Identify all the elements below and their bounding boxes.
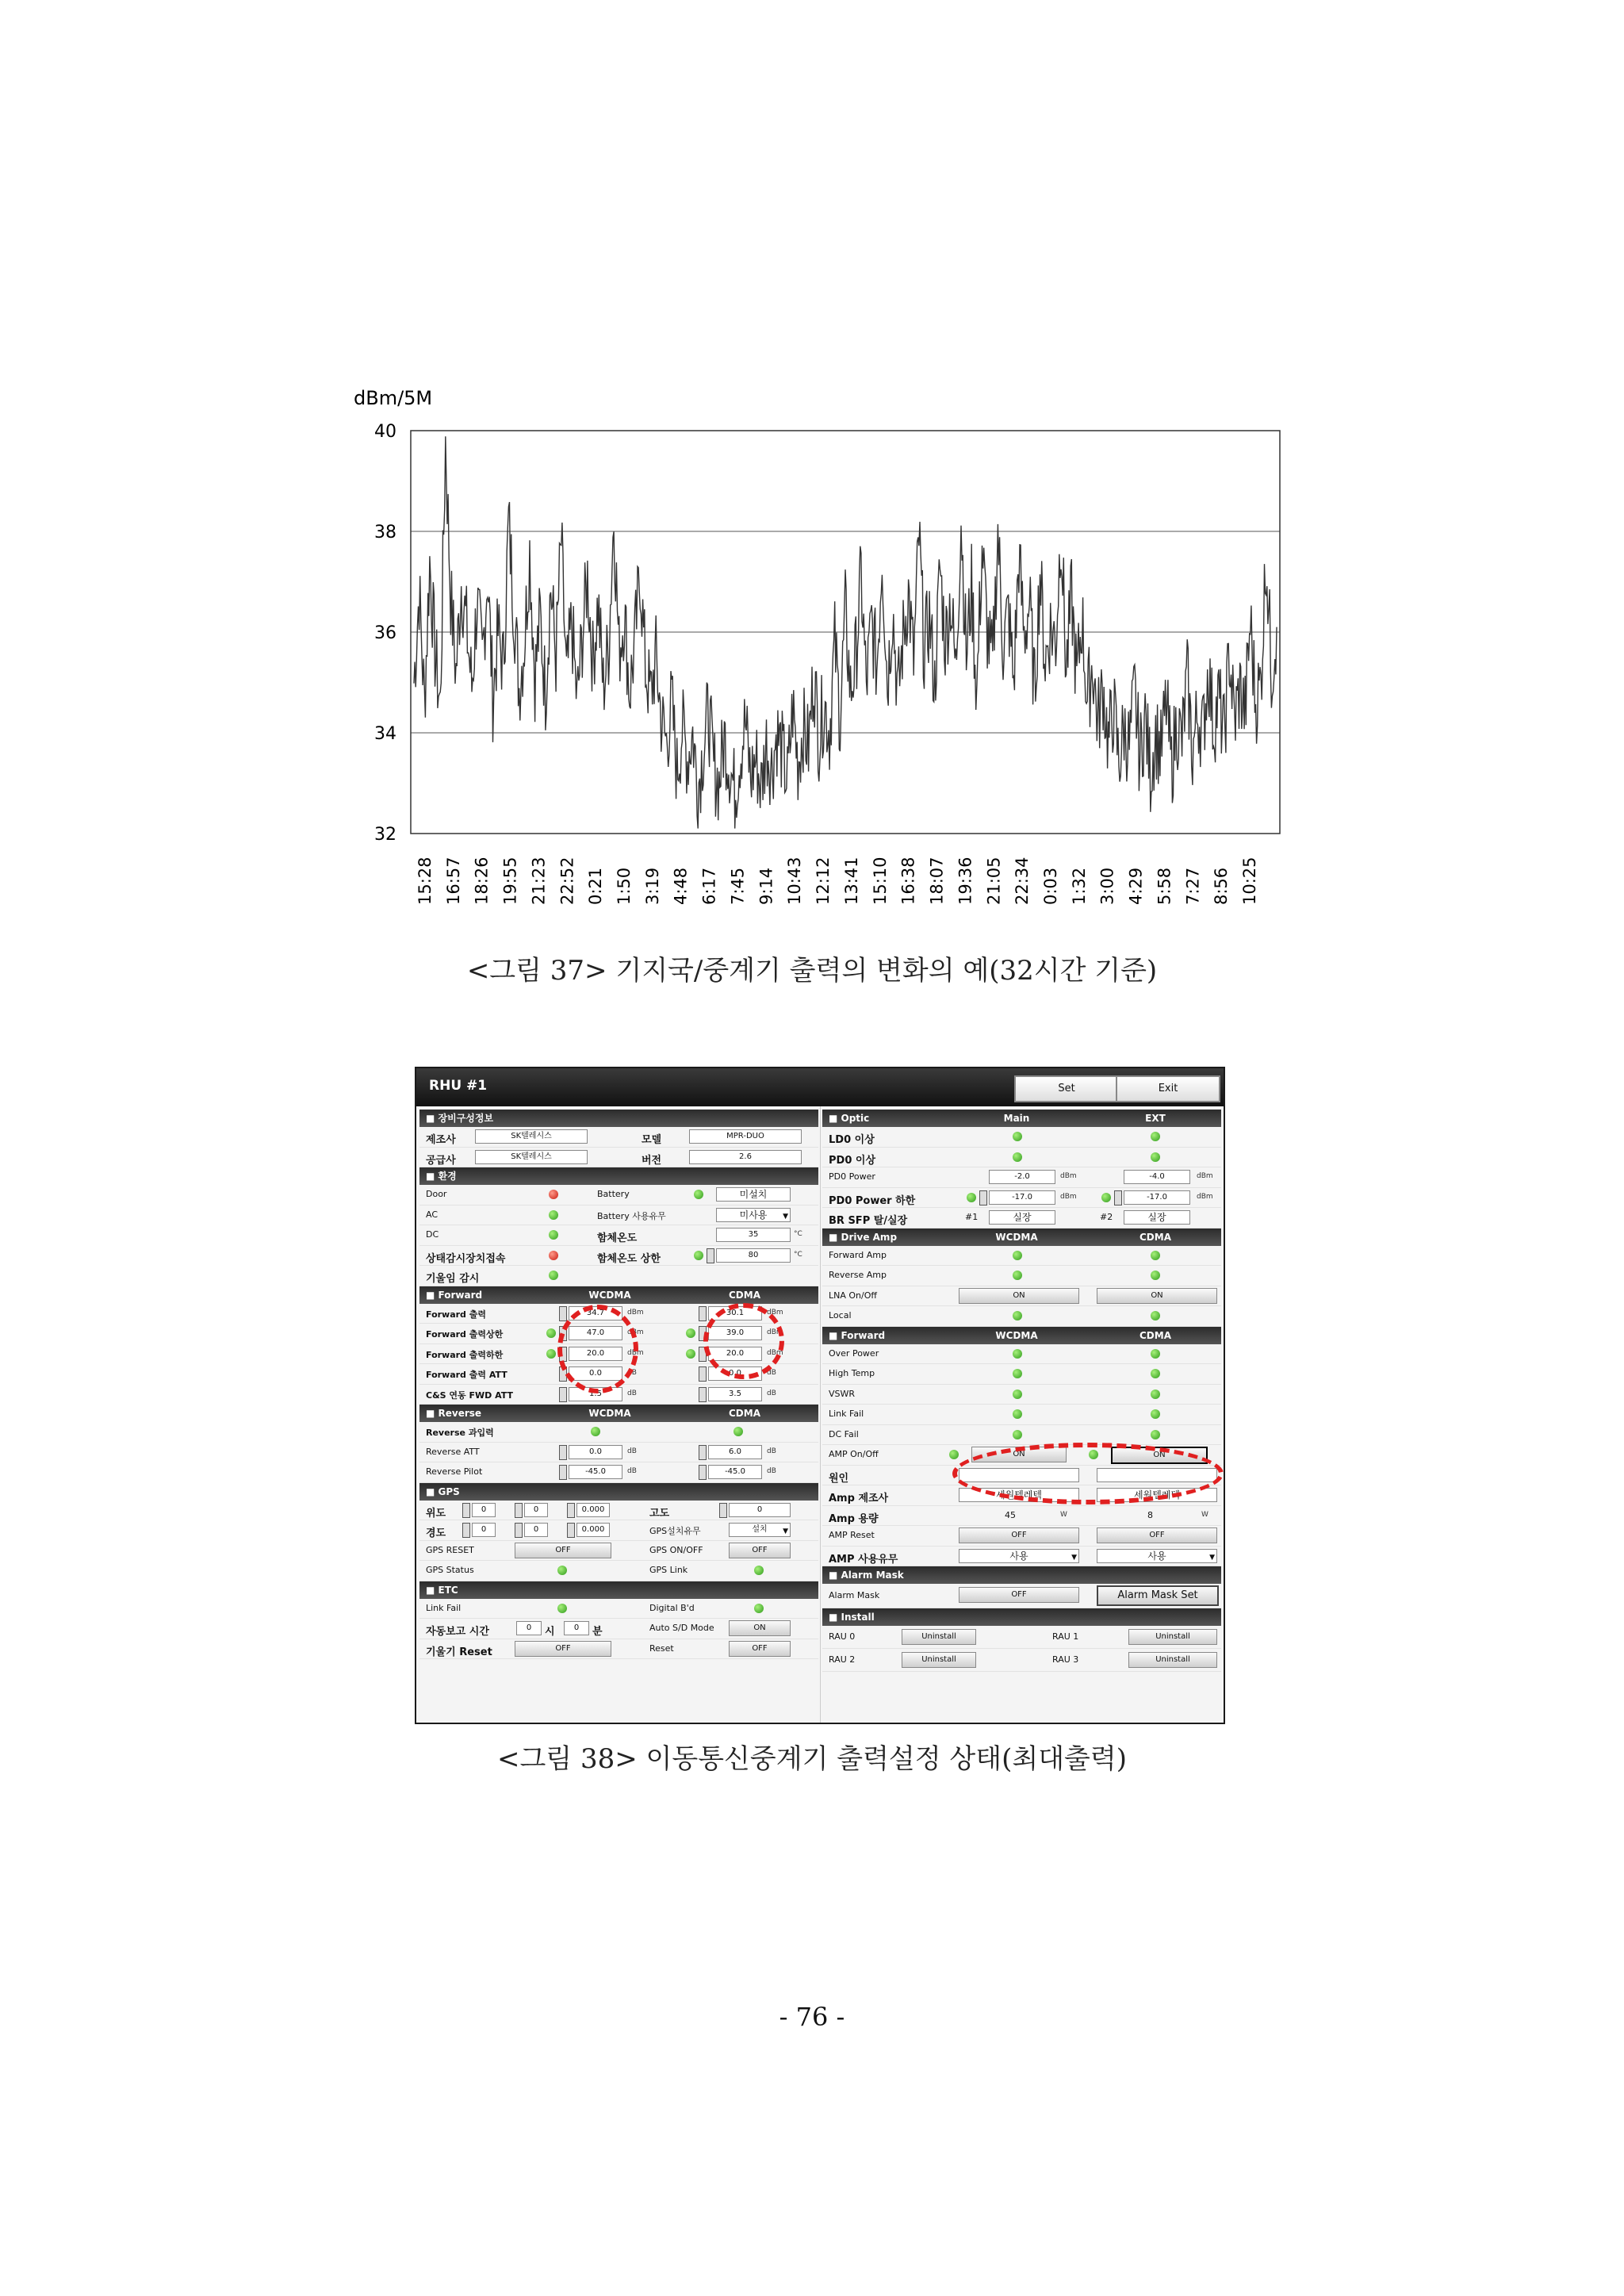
amp-onoff-w-button[interactable]: ON	[971, 1447, 1067, 1462]
x-tick-label: 9:14	[756, 867, 776, 905]
min-unit: 분	[592, 1626, 603, 1638]
amp-onoff-w-led	[949, 1450, 959, 1459]
rev-c-unit: dB	[767, 1447, 776, 1455]
x-tick-label: 4:29	[1126, 867, 1146, 905]
ld0-label: LD0 이상	[829, 1134, 875, 1146]
high-temp-w-led	[1013, 1369, 1022, 1378]
alarm-mask-label: Alarm Mask	[829, 1590, 880, 1600]
rau2-uninstall-button[interactable]: Uninstall	[902, 1652, 976, 1668]
lon-sec[interactable]: 0.000	[576, 1523, 610, 1537]
amp-use-label: AMP 사용유무	[829, 1553, 898, 1566]
amp-reset-w-button[interactable]: OFF	[959, 1527, 1079, 1543]
unit: W	[1060, 1510, 1067, 1519]
alarm-mask-set-button[interactable]: Alarm Mask Set	[1097, 1585, 1219, 1606]
battery-field[interactable]: 미설치	[716, 1187, 791, 1202]
model-field[interactable]: MPR-DUO	[689, 1129, 802, 1144]
rev-w-unit: dB	[627, 1467, 637, 1475]
x-tick-label: 6:17	[699, 867, 719, 905]
vswr-c-led	[1151, 1389, 1160, 1399]
amp-cap-label: Amp 용량	[829, 1512, 879, 1525]
over-power-c-led	[1151, 1349, 1160, 1359]
fan-label: 기울임 감시	[426, 1273, 480, 1285]
dc-fail-c-led	[1151, 1430, 1160, 1439]
supplier-label: 공급사	[426, 1154, 456, 1167]
temp-label: 함체온도	[597, 1232, 638, 1244]
fwd-c-unit: dBm	[767, 1308, 783, 1317]
drive-amp-section-header: ■ Drive Amp WCDMA CDMA	[822, 1228, 1221, 1246]
door-label: Door	[426, 1189, 447, 1199]
x-tick-label: 0:21	[586, 867, 606, 905]
rhu-title: RHU #1	[429, 1078, 488, 1094]
x-tick-label: 22:52	[557, 857, 577, 905]
amp-reset-c-button[interactable]: OFF	[1097, 1527, 1217, 1543]
x-tick-label: 7:45	[728, 867, 748, 905]
lon-min[interactable]: 0	[524, 1523, 548, 1537]
local-label: Local	[829, 1310, 852, 1320]
column-divider	[820, 1106, 821, 1724]
chevron-down-icon: ▼	[1071, 1553, 1077, 1562]
x-tick-label: 16:38	[898, 857, 918, 905]
fwd-row-label: C&S 연동 FWD ATT	[426, 1389, 514, 1401]
x-tick-label: 15:28	[415, 857, 435, 905]
sfp-label: BR SFP 탈/실장	[829, 1215, 908, 1227]
rev-amp-w-led	[1013, 1271, 1022, 1280]
local-c-led	[1151, 1311, 1160, 1320]
fwd-c-field[interactable]: 20.0	[708, 1347, 762, 1361]
exit-button[interactable]: Exit	[1116, 1075, 1220, 1102]
pd0-power-main: -2.0	[989, 1170, 1055, 1184]
gps-status-led	[557, 1566, 567, 1575]
alt-field[interactable]: 0	[729, 1503, 791, 1517]
temp-limit-unit: °C	[794, 1250, 802, 1259]
rau0-label: RAU 0	[829, 1631, 856, 1642]
gps-link-led	[754, 1566, 764, 1575]
fwd-c-field[interactable]: 30.1	[708, 1306, 762, 1320]
amp-maker-label: Amp 제조사	[829, 1493, 889, 1504]
y-tick-label: 40	[374, 422, 396, 442]
gps-section-header: ■ GPS	[419, 1483, 818, 1501]
x-tick-label: 21:23	[529, 857, 549, 905]
fwd-w-field[interactable]: 20.0	[569, 1347, 622, 1361]
rev-row	[419, 1462, 818, 1483]
amp-use-c-select[interactable]: 사용 ▼	[1097, 1549, 1217, 1563]
unit: dBm	[1197, 1192, 1213, 1201]
gps-link-label: GPS Link	[649, 1565, 688, 1575]
x-tick-label: 8:56	[1212, 867, 1231, 905]
ld0-ext-led	[1151, 1132, 1160, 1141]
tilt-reset-button[interactable]: OFF	[515, 1641, 611, 1657]
gps-reset-label: GPS RESET	[426, 1544, 474, 1555]
rev-w-spinner[interactable]	[559, 1445, 567, 1460]
digital-bd-led	[754, 1604, 764, 1613]
temp-limit-field[interactable]: 80	[716, 1248, 791, 1263]
fwd-c-unit: dB	[767, 1369, 776, 1377]
pd0-main-led	[1013, 1152, 1022, 1162]
rau0-uninstall-button[interactable]: Uninstall	[902, 1629, 976, 1645]
version-field[interactable]: 2.6	[689, 1150, 802, 1164]
pd0-low-ext-spinner[interactable]	[1114, 1190, 1122, 1205]
fwd-row-label: Forward 출력상한	[426, 1329, 504, 1340]
link-fail-label: Link Fail	[426, 1602, 462, 1613]
high-temp-c-led	[1151, 1369, 1160, 1378]
x-tick-label: 22:34	[1013, 857, 1032, 905]
unit: dBm	[1197, 1172, 1213, 1180]
high-temp-label: High Temp	[829, 1368, 875, 1378]
gps-install-select[interactable]: 설치 ▼	[729, 1523, 791, 1537]
pd0-ext-led	[1151, 1152, 1160, 1162]
dc-fail-w-led	[1013, 1430, 1022, 1439]
x-tick-label: 3:00	[1097, 867, 1117, 905]
reset-label: Reset	[649, 1642, 674, 1654]
gps-onoff-button[interactable]: OFF	[729, 1543, 791, 1558]
supplier-field[interactable]: SK텔레시스	[475, 1150, 588, 1164]
rev-amp-label: Reverse Amp	[829, 1270, 887, 1280]
x-tick-label: 13:41	[841, 857, 861, 905]
forward-section-header: ■ Forward WCDMA CDMA	[419, 1286, 818, 1304]
unit: W	[1201, 1510, 1208, 1519]
fwd-c-led	[686, 1328, 695, 1338]
x-tick-label: 12:12	[814, 857, 833, 905]
amp-maker-w: 세원텔레텍	[959, 1488, 1079, 1502]
dc-fail-label: DC Fail	[829, 1428, 859, 1439]
y-tick-label: 32	[374, 825, 396, 845]
fwd-w-led	[546, 1349, 556, 1359]
pd0-low-ext[interactable]: -17.0	[1124, 1190, 1190, 1205]
auto-report-label: 자동보고 시간	[426, 1626, 489, 1638]
fwd-amp-w-led	[1013, 1251, 1022, 1260]
temp-field: 35	[716, 1228, 791, 1242]
fwd-w-field[interactable]: 34.7	[569, 1306, 622, 1320]
env-section-header: ■ 환경	[419, 1167, 818, 1185]
fwd-c-field[interactable]: 0.0	[708, 1366, 762, 1381]
rev-row-label: Reverse ATT	[426, 1446, 480, 1457]
fwd-w-spinner[interactable]	[559, 1306, 567, 1321]
pd0-low-label: PD0 Power 하한	[829, 1194, 916, 1207]
x-tick-label: 3:19	[642, 867, 662, 905]
output-line-chart	[0, 0, 1624, 936]
rev-w-field[interactable]: 0.0	[569, 1445, 622, 1459]
lon-min-spinner[interactable]	[515, 1523, 523, 1538]
reverse-section-header: ■ Reverse WCDMA CDMA	[419, 1405, 818, 1422]
alarm-mask-button[interactable]: OFF	[959, 1587, 1079, 1603]
chevron-down-icon: ▼	[783, 1527, 788, 1535]
set-button[interactable]: Set	[1014, 1075, 1119, 1102]
highlight-wcdma-output	[557, 1305, 638, 1393]
model-label: 모델	[642, 1134, 662, 1146]
unit: dBm	[1060, 1192, 1077, 1201]
amp-onoff-label: AMP On/Off	[829, 1449, 879, 1459]
lon-sec-spinner[interactable]	[567, 1523, 575, 1538]
version-label: 버전	[642, 1154, 662, 1167]
vswr-label: VSWR	[829, 1388, 856, 1399]
cause-label: 원인	[829, 1472, 849, 1485]
door-led	[549, 1190, 558, 1199]
alarm-mask-section-header: ■ Alarm Mask	[822, 1566, 1221, 1584]
temp-limit-label: 함체온도 상한	[597, 1252, 661, 1265]
gps-install-label: GPS설치유무	[649, 1526, 701, 1536]
over-power-w-led	[1013, 1349, 1022, 1359]
figure-37-caption: <그림 37> 기지국/중계기 출력의 변화의 예(32시간 기준)	[466, 955, 1158, 987]
battery-led	[694, 1190, 703, 1199]
hour-unit: 시	[545, 1626, 555, 1638]
auto-sd-label: Auto S/D Mode	[649, 1623, 714, 1633]
lon-deg[interactable]: 0	[472, 1523, 496, 1537]
rau3-uninstall-button[interactable]: Uninstall	[1128, 1652, 1217, 1668]
figure-38-caption: <그림 38> 이동통신중계기 출력설정 상태(최대출력)	[496, 1743, 1128, 1775]
x-tick-label: 19:55	[500, 857, 520, 905]
right-column	[822, 1110, 1221, 1672]
lat-deg-spinner[interactable]	[462, 1503, 470, 1518]
fan-led	[549, 1271, 558, 1280]
forward2-section-header: ■ Forward WCDMA CDMA	[822, 1327, 1221, 1344]
install-section-header: ■ Install	[822, 1608, 1221, 1626]
fwd-c-unit: dBm	[767, 1328, 783, 1336]
x-tick-label: 19:36	[956, 857, 975, 905]
page-number: - 76 -	[779, 2002, 845, 2032]
unit: dBm	[1060, 1172, 1077, 1180]
fwd-row-label: Forward 출력 ATT	[426, 1370, 508, 1380]
rev-c-field[interactable]: -45.0	[708, 1465, 762, 1479]
fwd-row-label: Forward 출력	[426, 1309, 487, 1320]
fwd-c-unit: dB	[767, 1389, 776, 1397]
temp-limit-led	[694, 1251, 703, 1260]
ac-led	[549, 1210, 558, 1220]
tilt-reset-label: 기울기 Reset	[426, 1646, 492, 1658]
status-conn-label: 상태감시장치접속	[426, 1252, 506, 1265]
gps-status-label: GPS Status	[426, 1565, 474, 1575]
auto-report-hour[interactable]: 0	[516, 1621, 542, 1635]
ac-label: AC	[426, 1209, 439, 1220]
chevron-down-icon: ▼	[783, 1212, 788, 1221]
reverse-rows	[419, 1422, 818, 1483]
fwd-w-unit: dBm	[627, 1328, 644, 1336]
x-tick-label: 18:07	[927, 857, 947, 905]
sfp2-label: #2	[1100, 1212, 1113, 1222]
x-tick-label: 0:03	[1041, 867, 1060, 905]
over-power-label: Over Power	[829, 1347, 879, 1359]
alt-label: 고도	[649, 1507, 670, 1520]
fwd-w-field[interactable]: 47.0	[569, 1326, 622, 1340]
battery-use-label: Battery 사용유무	[597, 1210, 666, 1221]
fwd-c-spinner[interactable]	[699, 1306, 707, 1321]
fwd-c-spinner[interactable]	[699, 1387, 707, 1402]
y-tick-label: 38	[374, 523, 396, 542]
rev-w-field[interactable]: -45.0	[569, 1465, 622, 1479]
rev-c-unit: dB	[767, 1467, 776, 1475]
x-tick-label: 16:57	[443, 857, 463, 905]
lat-min-spinner[interactable]	[515, 1503, 523, 1518]
rev-row-label: Reverse Pilot	[426, 1466, 483, 1477]
rau3-label: RAU 3	[1052, 1654, 1079, 1665]
fwd-amp-c-led	[1151, 1251, 1160, 1260]
x-tick-label: 1:32	[1069, 867, 1089, 905]
maker-field[interactable]: SK텔레시스	[475, 1129, 588, 1144]
rev-c-field[interactable]: 6.0	[708, 1445, 762, 1459]
local-w-led	[1013, 1311, 1022, 1320]
gps-onoff-label: GPS ON/OFF	[649, 1544, 703, 1555]
fwd-row	[419, 1385, 818, 1405]
pd0-power-ext: -4.0	[1124, 1170, 1190, 1184]
rev-row	[419, 1422, 818, 1443]
status-conn-led	[549, 1251, 558, 1260]
fwd-w-spinner[interactable]	[559, 1387, 567, 1402]
rev-w-led	[591, 1427, 600, 1436]
x-tick-label: 10:43	[785, 857, 805, 905]
pd0-low-ext-led	[1101, 1193, 1111, 1202]
rev-row	[419, 1443, 818, 1463]
temp-unit: °C	[794, 1230, 802, 1238]
highlight-cdma-output	[703, 1303, 784, 1379]
link-fail2-label: Link Fail	[829, 1409, 864, 1419]
fwd-amp-label: Forward Amp	[829, 1249, 887, 1260]
link-fail-c-led	[1151, 1409, 1160, 1419]
lna-w-button[interactable]: ON	[959, 1288, 1079, 1304]
x-tick-label: 18:26	[472, 857, 492, 905]
lon-label: 경도	[426, 1527, 446, 1539]
fwd-c-unit: dBm	[767, 1348, 783, 1357]
x-tick-label: 15:10	[870, 857, 890, 905]
rev-w-spinner[interactable]	[559, 1465, 567, 1480]
y-tick-label: 36	[374, 623, 396, 643]
link-fail-w-led	[1013, 1409, 1022, 1419]
fwd-w-unit: dB	[627, 1369, 637, 1377]
fwd-w-led	[546, 1328, 556, 1338]
pd0-low-main[interactable]: -17.0	[989, 1190, 1055, 1205]
sfp1-field: 실장	[989, 1210, 1055, 1225]
lat-min[interactable]: 0	[524, 1503, 548, 1517]
lat-sec[interactable]: 0.000	[576, 1503, 610, 1517]
fwd-w-unit: dBm	[627, 1348, 644, 1357]
equip-section-header: ■ 장비구성정보	[419, 1110, 818, 1127]
optic-section-header: ■ Optic Main EXT	[822, 1110, 1221, 1127]
auto-sd-button[interactable]: ON	[729, 1620, 791, 1636]
x-tick-label: 5:58	[1155, 867, 1174, 905]
highlight-amp-onoff	[952, 1443, 1224, 1504]
fwd-w-unit: dBm	[627, 1308, 644, 1317]
rev-c-spinner[interactable]	[699, 1465, 707, 1480]
amp-cap-w: 45	[1005, 1509, 1016, 1520]
vswr-w-led	[1013, 1389, 1022, 1399]
fwd-c-field[interactable]: 3.5	[708, 1387, 762, 1401]
dc-led	[549, 1230, 558, 1240]
rau1-uninstall-button[interactable]: Uninstall	[1128, 1629, 1217, 1645]
alt-spinner[interactable]	[719, 1503, 727, 1518]
rev-c-led	[733, 1427, 743, 1436]
amp-reset-label: AMP Reset	[829, 1530, 875, 1540]
rev-amp-c-led	[1151, 1271, 1160, 1280]
rev-w-unit: dB	[627, 1447, 637, 1455]
etc-section-header: ■ ETC	[419, 1581, 818, 1599]
y-axis-label: dBm/5M	[354, 387, 433, 409]
fwd-w-unit: dB	[627, 1389, 637, 1397]
pd0-low-main-led	[967, 1193, 976, 1202]
amp-use-w-select[interactable]: 사용 ▼	[959, 1549, 1079, 1563]
fwd-row-label: Forward 출력하한	[426, 1349, 504, 1360]
ld0-main-led	[1013, 1132, 1022, 1141]
battery-label: Battery	[597, 1189, 630, 1199]
temp-limit-spinner[interactable]	[707, 1248, 714, 1263]
lna-label: LNA On/Off	[829, 1290, 877, 1301]
reset-button[interactable]: OFF	[729, 1641, 791, 1657]
x-tick-label: 10:25	[1240, 857, 1260, 905]
dc-label: DC	[426, 1229, 439, 1240]
auto-report-min[interactable]: 0	[564, 1621, 589, 1635]
digital-bd-label: Digital B'd	[649, 1602, 695, 1613]
fwd-c-led	[686, 1349, 695, 1359]
rau1-label: RAU 1	[1052, 1631, 1079, 1642]
rhu-settings-panel	[415, 1067, 1225, 1724]
lna-c-button[interactable]: ON	[1097, 1288, 1217, 1304]
amp-maker-c: 세원텔레텍	[1097, 1488, 1217, 1502]
rau2-label: RAU 2	[829, 1654, 856, 1665]
maker-label: 제조사	[426, 1134, 456, 1146]
lon-deg-spinner[interactable]	[462, 1523, 470, 1538]
lat-sec-spinner[interactable]	[567, 1503, 575, 1518]
x-tick-label: 7:27	[1183, 867, 1203, 905]
gps-reset-button[interactable]: OFF	[515, 1543, 611, 1558]
battery-use-select[interactable]: 미사용 ▼	[716, 1208, 791, 1222]
rev-row-label: Reverse 과입력	[426, 1428, 494, 1438]
fwd-c-spinner[interactable]	[699, 1366, 707, 1382]
lat-deg[interactable]: 0	[472, 1503, 496, 1517]
sfp2-field: 실장	[1124, 1210, 1190, 1225]
sfp1-label: #1	[965, 1212, 979, 1222]
link-fail-led	[557, 1604, 567, 1613]
rev-c-spinner[interactable]	[699, 1445, 707, 1460]
amp-cap-c: 8	[1147, 1509, 1153, 1520]
pd0-low-main-spinner[interactable]	[979, 1190, 987, 1205]
lat-label: 위도	[426, 1507, 446, 1520]
chevron-down-icon: ▼	[1209, 1553, 1215, 1562]
fwd-c-field[interactable]: 39.0	[708, 1326, 762, 1340]
rhu-title-bar	[416, 1068, 1224, 1106]
x-tick-label: 1:50	[615, 867, 634, 905]
fwd-w-field[interactable]: 0.0	[569, 1366, 622, 1381]
amp-onoff-c-button[interactable]: ON	[1111, 1447, 1208, 1464]
x-tick-label: 21:05	[984, 857, 1004, 905]
y-tick-label: 34	[374, 724, 396, 744]
pd0-power-label: PD0 Power	[829, 1171, 875, 1182]
fwd-w-field[interactable]: 1.5	[569, 1387, 622, 1401]
pd0-label: PD0 이상	[829, 1154, 876, 1167]
x-tick-label: 4:48	[671, 867, 691, 905]
